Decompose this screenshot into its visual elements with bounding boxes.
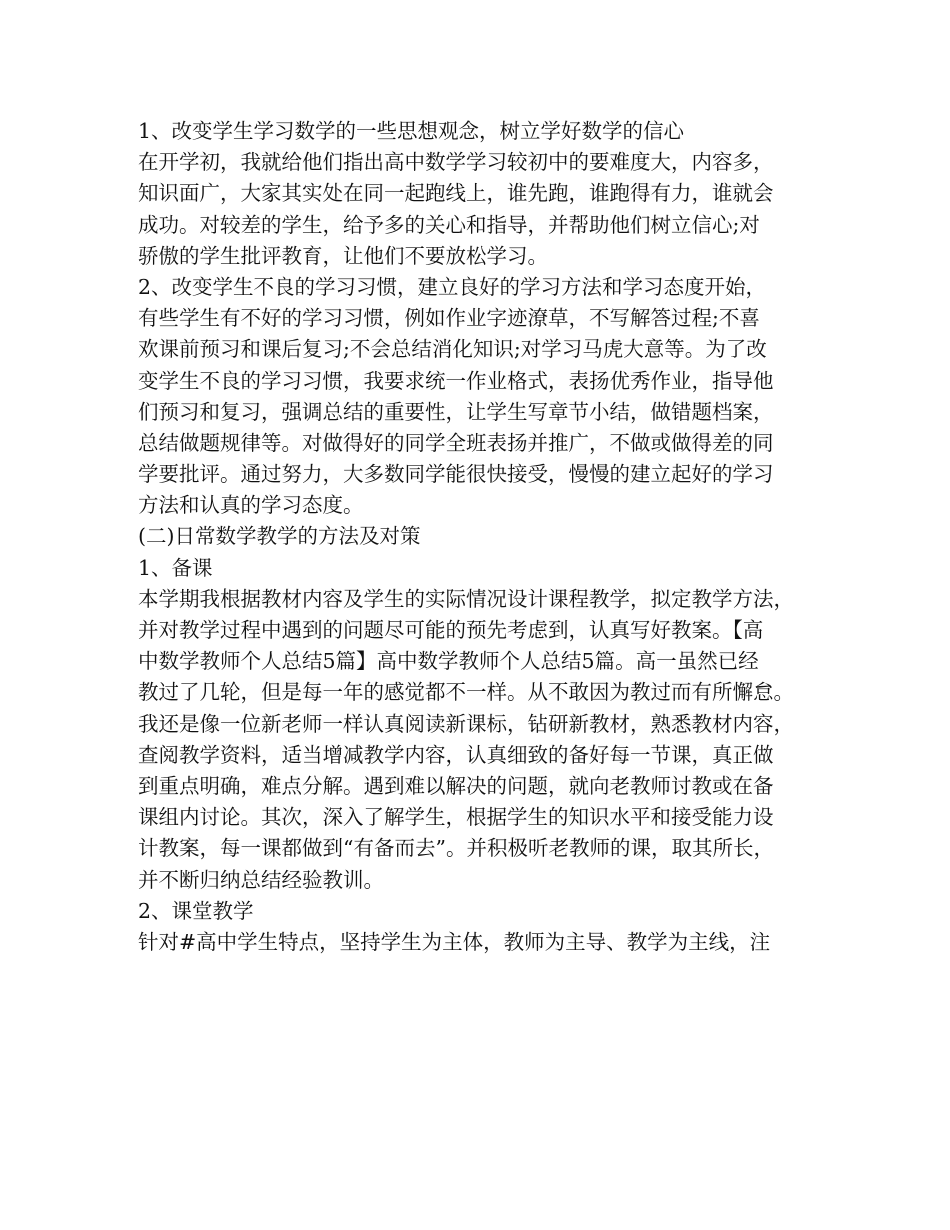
text-line: 教过了几轮，但是每一年的感觉都不一样。从不敢因为教过而有所懈怠。 — [138, 680, 794, 705]
subsection-heading: 1、备课 — [138, 555, 213, 580]
text-line: 变学生不良的学习习惯，我要求统一作业格式，表扬优秀作业，指导他 — [138, 368, 774, 393]
text-line: 们预习和复习，强调总结的重要性，让学生写章节小结，做错题档案， — [138, 399, 774, 424]
text-line: 骄傲的学生批评教育，让他们不要放松学习。 — [138, 243, 548, 268]
text-line: 学要批评。通过努力，大多数同学能很快接受，慢慢的建立起好的学习 — [138, 462, 774, 487]
text-line: 针对#高中学生特点，坚持学生为主体，教师为主导、教学为主线，注 — [138, 929, 771, 954]
text-line: 成功。对较差的学生，给予多的关心和指导，并帮助他们树立信心;对 — [138, 212, 760, 237]
text-line: 我还是像一位新老师一样认真阅读新课标，钻研新教材，熟悉教材内容， — [138, 711, 794, 736]
text-line: 总结做题规律等。对做得好的同学全班表扬并推广，不做或做得差的同 — [138, 430, 774, 455]
text-line: 计教案，每一课都做到“有备而去”。并积极听老教师的课，取其所长， — [138, 836, 774, 861]
section-heading: (二)日常数学教学的方法及对策 — [138, 524, 421, 549]
text-line: 课组内讨论。其次，深入了解学生，根据学生的知识水平和接受能力设 — [138, 805, 774, 830]
text-line: 查阅教学资料，适当增减教学内容，认真细致的备好每一节课，真正做 — [138, 742, 774, 767]
text-line: 有些学生有不好的学习习惯，例如作业字迹潦草，不写解答过程;不喜 — [138, 306, 760, 331]
text-line: 到重点明确，难点分解。遇到难以解决的问题，就向老教师讨教或在备 — [138, 773, 774, 798]
text-line: 本学期我根据教材内容及学生的实际情况设计课程教学，拟定教学方法， — [138, 586, 794, 611]
text-line: 欢课前预习和课后复习;不会总结消化知识;对学习马虎大意等。为了改 — [138, 337, 767, 362]
subsection-heading: 2、课堂教学 — [138, 898, 254, 923]
text-line: 中数学教师个人总结5篇】高中数学教师个人总结5篇。高一虽然已经 — [138, 649, 759, 674]
text-line: 并不断归纳总结经验教训。 — [138, 867, 384, 892]
document-body — [138, 116, 828, 958]
text-line: 2、改变学生不良的学习习惯，建立良好的学习方法和学习态度开始， — [138, 274, 767, 299]
text-line: 在开学初，我就给他们指出高中数学学习较初中的要难度大，内容多， — [138, 150, 774, 175]
text-line: 并对教学过程中遇到的问题尽可能的预先考虑到，认真写好教案。【高 — [138, 618, 764, 642]
text-line: 1、改变学生学习数学的一些思想观念，树立学好数学的信心 — [138, 119, 685, 143]
text-line: 知识面广，大家其实处在同一起跑线上，谁先跑，谁跑得有力，谁就会 — [138, 181, 774, 206]
text-line: 方法和认真的学习态度。 — [138, 493, 364, 518]
